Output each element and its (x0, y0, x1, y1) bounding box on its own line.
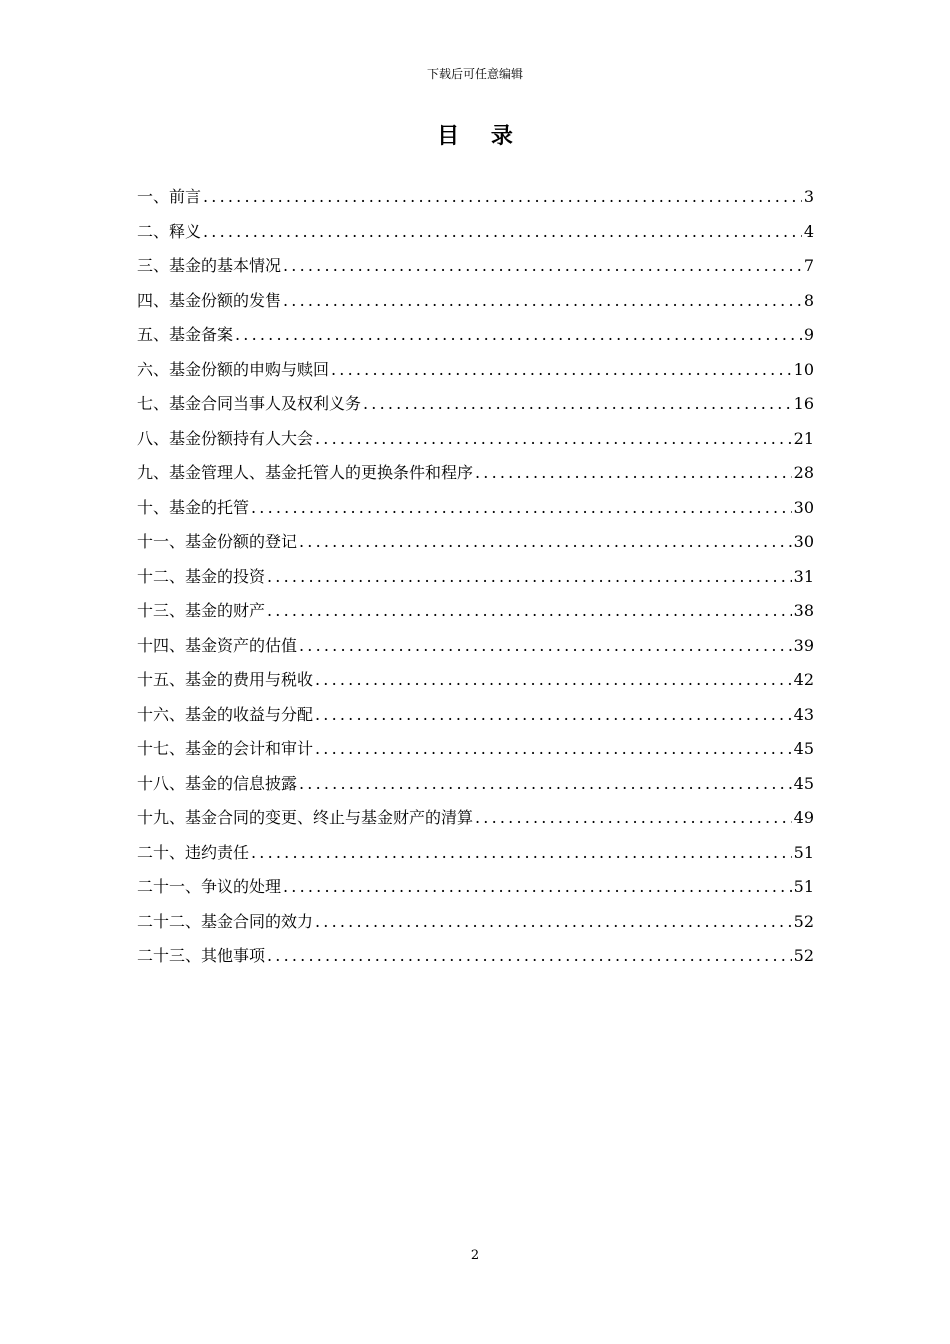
toc-entry[interactable] (137, 183, 814, 218)
toc-leader-dots (251, 494, 792, 522)
toc-entry-label: 十七、基金的会计和审计 (137, 739, 314, 758)
toc-leader-dots (203, 218, 802, 246)
toc-leader-dots (299, 528, 792, 556)
toc-entry[interactable] (137, 597, 814, 632)
toc-entry[interactable] (137, 287, 814, 322)
toc-entry-label: 十六、基金的收益与分配 (137, 704, 314, 724)
toc-leader-dots (315, 701, 792, 729)
toc-leader-dots (315, 425, 792, 453)
toc-leader-dots (331, 356, 792, 384)
toc-entry-label: 七、基金合同当事人及权利义务 (137, 394, 362, 413)
toc-leader-dots (315, 735, 792, 763)
toc-entry[interactable] (137, 770, 814, 805)
toc-leader-dots (283, 287, 802, 315)
toc-entry-page: 21 (793, 428, 814, 448)
toc-entry-label: 六、基金份额的申购与赎回 (137, 359, 330, 379)
toc-entry[interactable] (137, 563, 814, 598)
toc-entry-page: 52 (793, 911, 814, 931)
toc-leader-dots (299, 632, 792, 660)
toc-entry-label: 十、基金的托管 (137, 497, 250, 517)
toc-entry-label: 九、基金管理人、基金托管人的更换条件和程序 (137, 463, 474, 482)
toc-entry-page: 45 (793, 739, 814, 758)
toc-entry-page: 7 (803, 256, 814, 275)
toc-entry-page: 49 (793, 808, 814, 827)
toc-leader-dots (475, 459, 792, 487)
toc-entry-label: 一、前言 (137, 187, 202, 206)
toc-leader-dots (267, 942, 792, 970)
toc-entry-page: 31 (793, 566, 814, 586)
toc-leader-dots (203, 183, 802, 211)
toc-entry[interactable] (137, 425, 814, 460)
toc-entry-page: 30 (793, 532, 814, 551)
toc-leader-dots (475, 804, 792, 832)
page-title: 目 录 (437, 123, 525, 149)
toc-entry-label: 十四、基金资产的估值 (137, 635, 298, 655)
toc-entry-page: 52 (793, 946, 814, 965)
page-number: 2 (470, 1248, 480, 1263)
toc-entry[interactable] (137, 390, 814, 425)
toc-leader-dots (315, 666, 792, 694)
toc-entry-page: 39 (793, 635, 814, 655)
toc-entry-label: 十八、基金的信息披露 (137, 773, 298, 793)
toc-entry[interactable] (137, 735, 814, 770)
toc-entry[interactable] (137, 839, 814, 874)
toc-entry-label: 二十二、基金合同的效力 (137, 911, 314, 931)
toc-entry-page: 8 (803, 290, 814, 310)
toc-entry-label: 二十、违约责任 (137, 842, 250, 862)
toc-entry-page: 43 (793, 704, 814, 724)
toc-entry-label: 十三、基金的财产 (137, 601, 266, 620)
toc-entry-label: 十九、基金合同的变更、终止与基金财产的清算 (137, 808, 474, 827)
toc-entry[interactable] (137, 252, 814, 287)
table-of-contents (137, 183, 814, 977)
toc-entry[interactable] (137, 528, 814, 563)
toc-leader-dots (315, 908, 792, 936)
toc-entry-page: 51 (793, 842, 814, 862)
toc-entry[interactable] (137, 218, 814, 253)
toc-entry-page: 45 (793, 773, 814, 793)
toc-entry-page: 38 (793, 601, 814, 620)
toc-leader-dots (251, 839, 792, 867)
toc-leader-dots (363, 390, 792, 418)
toc-entry-label: 二十三、其他事项 (137, 946, 266, 965)
toc-entry-page: 3 (803, 187, 814, 206)
toc-entry-label: 十一、基金份额的登记 (137, 532, 298, 551)
toc-entry-label: 二十一、争议的处理 (137, 877, 282, 896)
toc-entry[interactable] (137, 321, 814, 356)
page-header: 下载后可任意编辑 (426, 67, 523, 81)
toc-entry-label: 二、释义 (137, 221, 202, 241)
toc-entry-page: 10 (793, 359, 814, 379)
toc-entry-page: 28 (793, 463, 814, 482)
toc-leader-dots (267, 563, 792, 591)
toc-entry-label: 十五、基金的费用与税收 (137, 670, 314, 689)
toc-entry[interactable] (137, 494, 814, 529)
toc-leader-dots (267, 597, 792, 625)
toc-entry-label: 五、基金备案 (137, 325, 234, 344)
toc-leader-dots (283, 252, 802, 280)
toc-entry-page: 42 (793, 670, 814, 689)
toc-entry-page: 30 (793, 497, 814, 517)
toc-entry-label: 三、基金的基本情况 (137, 256, 282, 275)
toc-entry-label: 四、基金份额的发售 (137, 290, 282, 310)
toc-entry[interactable] (137, 356, 814, 391)
toc-entry[interactable] (137, 942, 814, 977)
toc-entry[interactable] (137, 701, 814, 736)
toc-leader-dots (283, 873, 792, 901)
toc-entry-label: 十二、基金的投资 (137, 566, 266, 586)
toc-entry[interactable] (137, 459, 814, 494)
toc-entry-page: 51 (793, 877, 814, 896)
toc-entry[interactable] (137, 804, 814, 839)
toc-entry-label: 八、基金份额持有人大会 (137, 428, 314, 448)
toc-leader-dots (299, 770, 792, 798)
toc-entry-page: 9 (803, 325, 814, 344)
toc-entry[interactable] (137, 873, 814, 908)
toc-entry-page: 4 (803, 221, 814, 241)
toc-entry-page: 16 (793, 394, 814, 413)
toc-entry[interactable] (137, 666, 814, 701)
toc-entry[interactable] (137, 632, 814, 667)
toc-entry[interactable] (137, 908, 814, 943)
toc-leader-dots (235, 321, 802, 349)
